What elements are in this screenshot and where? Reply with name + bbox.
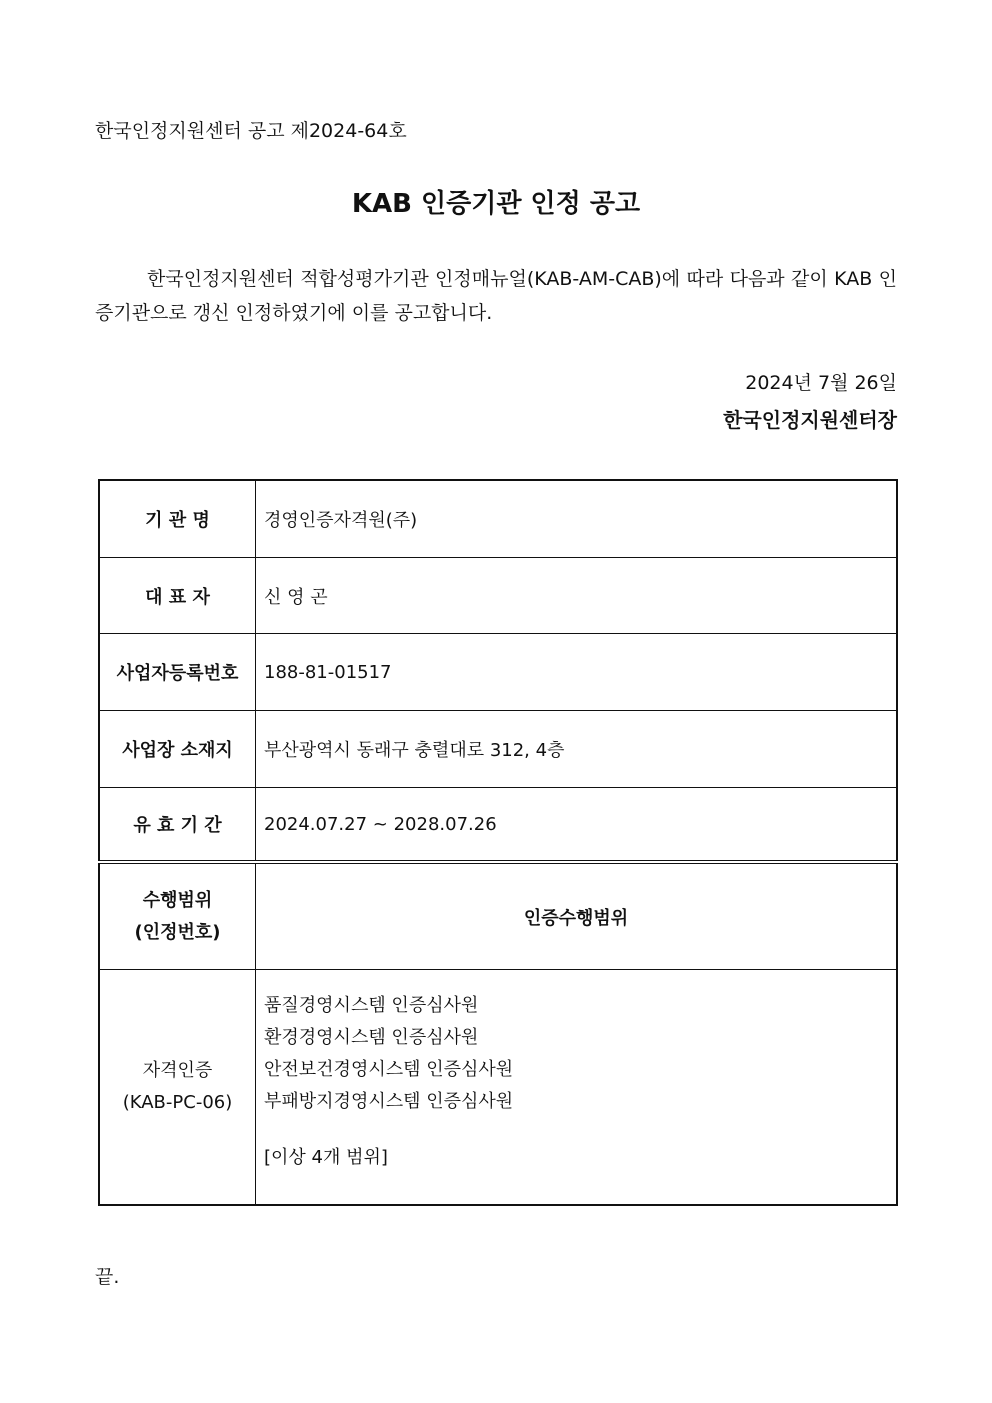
row-label-address: 사업장 소재지 [99, 711, 256, 788]
table-row [99, 711, 897, 788]
row-value-business-number: 188-81-01517 [256, 634, 898, 711]
scope-label-line1: 자격인증 [142, 1060, 213, 1081]
body-paragraph [95, 262, 897, 330]
scope-value [256, 970, 898, 1206]
row-value-address: 부산광역시 동래구 충렬대로 312, 4층 [256, 711, 898, 788]
row-value-institution: 경영인증자격원(주) [256, 480, 898, 558]
row-label-validity: 유 효 기 간 [99, 788, 256, 863]
issuer-name: 한국인정지원센터장 [723, 408, 897, 432]
notice-date: 2024년 7월 26일 [745, 372, 897, 394]
body-text: 한국인정지원센터 적합성평가기관 인정매뉴얼(KAB-AM-CAB)에 따라 다음과 같이 KAB 인증기관으로 갱신 인정하였기에 이를 공고합니다. [95, 268, 897, 324]
list-item: 부패방지경영시스템 인증심사원 [264, 1091, 514, 1112]
scope-header-label-line1: 수행범위 [142, 889, 213, 911]
scope-count-note: [이상 4개 범위] [264, 1147, 388, 1168]
table-row [99, 634, 897, 711]
end-mark: 끝. [95, 1266, 120, 1288]
list-item: 환경경영시스템 인증심사원 [264, 1027, 479, 1048]
row-label-business-number: 사업자등록번호 [99, 634, 256, 711]
scope-header-row [99, 862, 897, 970]
scope-header-label [99, 862, 256, 970]
notice-number: 한국인정지원센터 공고 제2024-64호 [95, 120, 407, 142]
row-label-representative: 대 표 자 [99, 558, 256, 634]
table-row [99, 788, 897, 863]
row-label-institution: 기 관 명 [99, 480, 256, 558]
scope-row [99, 970, 897, 1206]
table-row [99, 558, 897, 634]
document-title: KAB 인증기관 인정 공고 [351, 189, 641, 219]
scope-header-value: 인증수행범위 [256, 862, 898, 970]
row-value-representative: 신 영 곤 [256, 558, 898, 634]
list-item: 안전보건경영시스템 인증심사원 [264, 1059, 514, 1080]
row-value-validity: 2024.07.27 ~ 2028.07.26 [256, 788, 898, 863]
scope-list [256, 970, 896, 1174]
table-row [99, 480, 897, 558]
scope-label-line2: (KAB-PC-06) [122, 1092, 233, 1113]
scope-header-label-line2: (인정번호) [134, 921, 221, 943]
certification-table [98, 479, 898, 1206]
scope-label [99, 970, 256, 1206]
list-item: 품질경영시스템 인증심사원 [264, 995, 479, 1016]
